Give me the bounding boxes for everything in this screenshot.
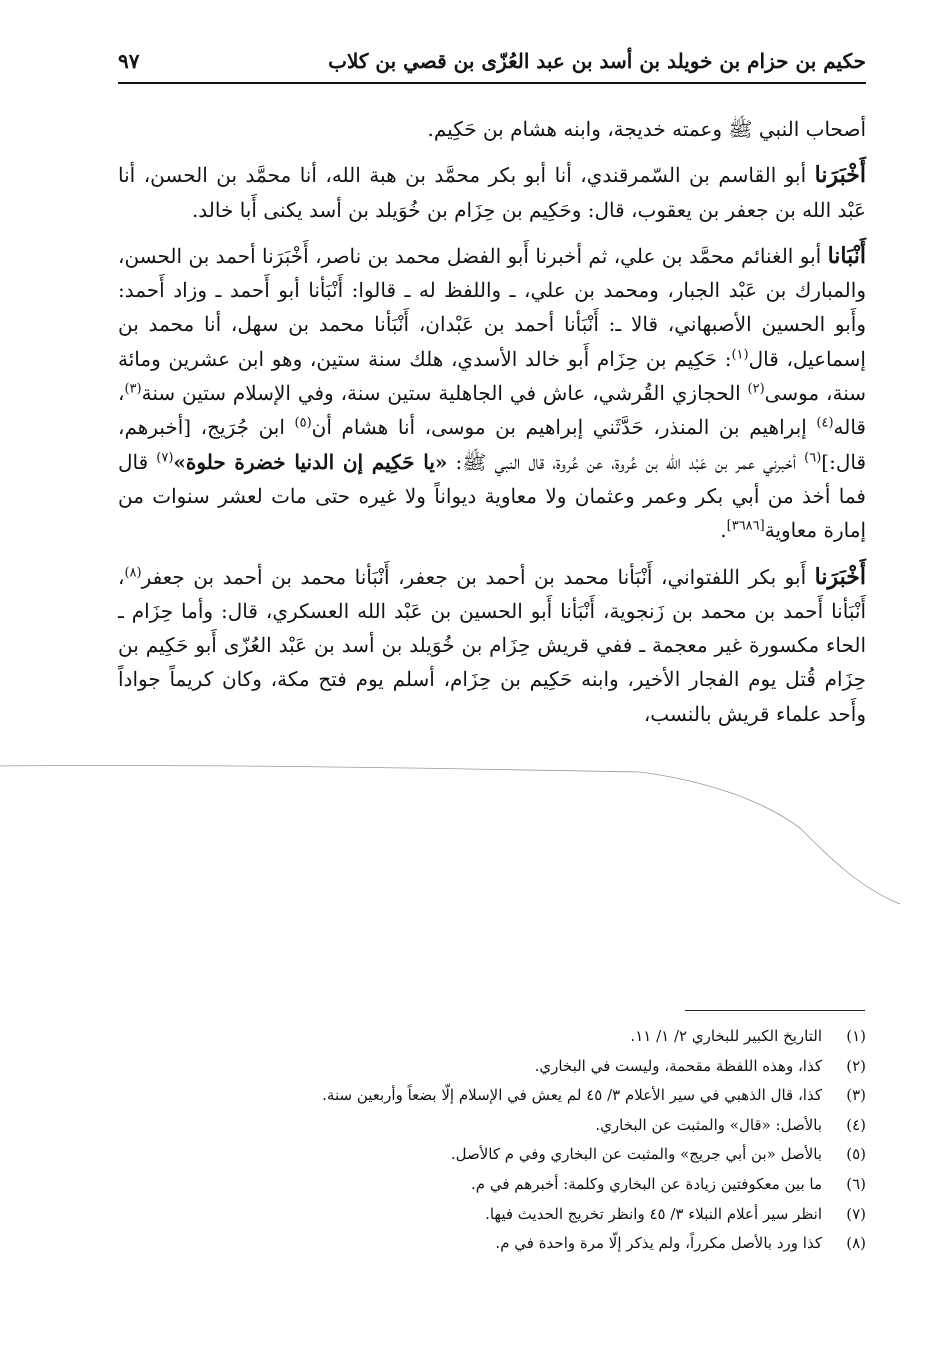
footnote-text: التاريخ الكبير للبخاري ٢/ ١/ ١١. [630, 1027, 822, 1045]
reference-number: [٣٦٨٦] [726, 518, 765, 534]
scan-artifact-line [0, 758, 927, 908]
footnote-ref: (١) [731, 347, 749, 363]
chain-keyword: أَنْبَانا [827, 242, 866, 269]
footnote-item [118, 1200, 866, 1230]
footnote-text: بالأصل «بن أبي جريج» والمثبت عن البخاري وفي م كالأصل. [450, 1145, 822, 1164]
paragraph-text: إبراهيم بن المنذر، حَدَّثَني إبراهيم بن موسى، أنا هشام أن [311, 415, 817, 440]
footnote-item [118, 1022, 866, 1052]
paragraph-text: أخبرني عمر بن عَبْد الله بن عُروة، عن عُروة، قال النبي ﷺ: [447, 449, 805, 474]
paragraph-text: . [720, 518, 727, 543]
paragraph-text: أبو القاسم بن السّمرقندي، أنا أبو بكر محمَّد بن هبة الله، أنا محمَّد بن الحسن، أنا عَبْد الله بن جعفر بن يعقوب، قال: وحَكِيم بن حِزَام بن خُوَيلد بن أسد يكنى أَبا خالد. [118, 163, 866, 222]
footnote-text: كذا، قال الذهبي في سير الأعلام ٣/ ٤٥ لم يعش في الإسلام إلّا بضعاً وأربعين سنة. [322, 1086, 822, 1105]
footnote-number: (٥) [846, 1145, 866, 1164]
footnote-text: كذا ورد بالأصل مكرراً، ولم يذكر إلّا مرة واحدة في م. [495, 1234, 822, 1253]
footnote-item [118, 1170, 866, 1200]
footnote-ref: (٥) [294, 415, 312, 431]
footnote-item [118, 1140, 866, 1170]
footnote-number: (٦) [846, 1174, 866, 1193]
footnote-divider [685, 1010, 865, 1011]
footnote-number: (٨) [846, 1234, 866, 1253]
paragraph-text: : حَكِيم بن حِزَام أَبو خالد الأسدي، هلك سنة ستين، وهو ابن عشرين ومائة سنة، موسى [118, 346, 866, 406]
footnote-text: بالأصل: «قال» والمثبت عن البخاري. [595, 1115, 822, 1134]
paragraph-2 [118, 158, 866, 227]
footnote-item [118, 1111, 866, 1141]
footnote-ref: (٣) [124, 381, 142, 397]
footnote-text: انظر سير أعلام النبلاء ٣/ ٤٥ وانظر تخريج الحديث فيها. [485, 1204, 822, 1223]
footnote-text: ما بين معكوفتين زيادة عن البخاري وكلمة: أخبرهم في م. [471, 1174, 822, 1193]
paragraph-text: أَبو بكر اللفتواني، أَنْبَأنا محمد بن أحمد بن جعفر، أَنْبَأنا محمد بن أحمد بن جعفر [141, 564, 815, 589]
paragraph-text: ابن جُرَيج، [أخبرهم، قال:] [118, 415, 867, 474]
footnote-ref: (٧) [156, 450, 174, 466]
footnote-number: (٧) [846, 1204, 866, 1223]
footnote-item [118, 1081, 866, 1111]
page-header [118, 40, 866, 84]
hadith-quote: «يا حَكِيم إن الدنيا خضرة حلوة» [173, 449, 448, 474]
footnote-number: (٤) [846, 1115, 866, 1134]
running-title: حكيم بن حزام بن خويلد بن أسد بن عبد العُزّى بن قصي بن كلاب [328, 49, 866, 73]
page-number: ٩٧ [118, 49, 140, 73]
footnote-number: (٢) [846, 1056, 866, 1075]
footnotes [118, 1022, 866, 1259]
paragraph-text: أبو الغنائم محمَّد بن علي، ثم أخبرنا أَبو الفضل محمد بن ناصر، أَخْبَرَنا أحمد بن الحسن، والمبارك بن عَبْد الجبار، ومحمد بن علي، ـ واللفظ له ـ قالوا: أَنْبَأنا أبو أَحمد ـ وزاد أَحمد: وأَبو الحسين الأصبهاني، قالا ـ: أَنْبَأنا أحمد بن عَبْدان، أَنْبَأنا محمد بن سهل، أنا محمد بن إسماعيل، قال [118, 243, 866, 371]
footnote-text: كذا، وهذه اللفظة مقحمة، وليست في البخاري. [534, 1056, 822, 1075]
footnote-number: (٣) [846, 1086, 866, 1105]
footnote-ref: (٤) [816, 415, 834, 431]
footnote-ref: (٦) [804, 450, 822, 466]
paragraph-text: ، أَنْبَأنا أَحمد بن محمد بن زَنجوية، أَنْبَأنا أَبو الحسين بن عَبْد الله العسكري، قال: وأما حِزَام ـ الحاء مكسورة غير معجمة ـ ففي قريش حِزَام بن خُوَيلد بن أسد بن عَبْد العُزّى أَبو حَكِيم بن حِزَام قُتل يوم الفجار الأخير، وابنه حَكِيم بن حِزَام، أسلم يوم فتح مكة، وكان كريماً جواداً وأَحد علماء قريش بالنسب، [118, 564, 866, 726]
footnote-ref: (٨) [124, 564, 142, 580]
footnote-ref: (٢) [747, 381, 765, 397]
paragraph-4 [118, 560, 866, 731]
footnote-number: (١) [846, 1027, 866, 1045]
footnote-item [118, 1229, 866, 1259]
paragraph-text: الحجازي القُرشي، عاش في الجاهلية ستين سنة، وفي الإسلام ستين سنة [141, 381, 748, 406]
chain-keyword: أَخْبَرَنا [814, 563, 866, 590]
main-text [118, 112, 866, 743]
paragraph-text: قال فما أخذ من أبي بكر وعمر وعثمان ولا معاوية ديواناً ولا غيره حتى مات لعشر سنوات من إمارة معاوية [118, 449, 866, 543]
footnote-item [118, 1052, 866, 1082]
paragraph-text: ، قاله [118, 381, 866, 440]
paragraph-1: أصحاب النبي ﷺ وعمته خديجة، وابنه هشام بن حَكِيم. [427, 117, 866, 141]
chain-keyword: أَخْبَرَنا [814, 162, 866, 189]
paragraph-3 [118, 239, 866, 548]
